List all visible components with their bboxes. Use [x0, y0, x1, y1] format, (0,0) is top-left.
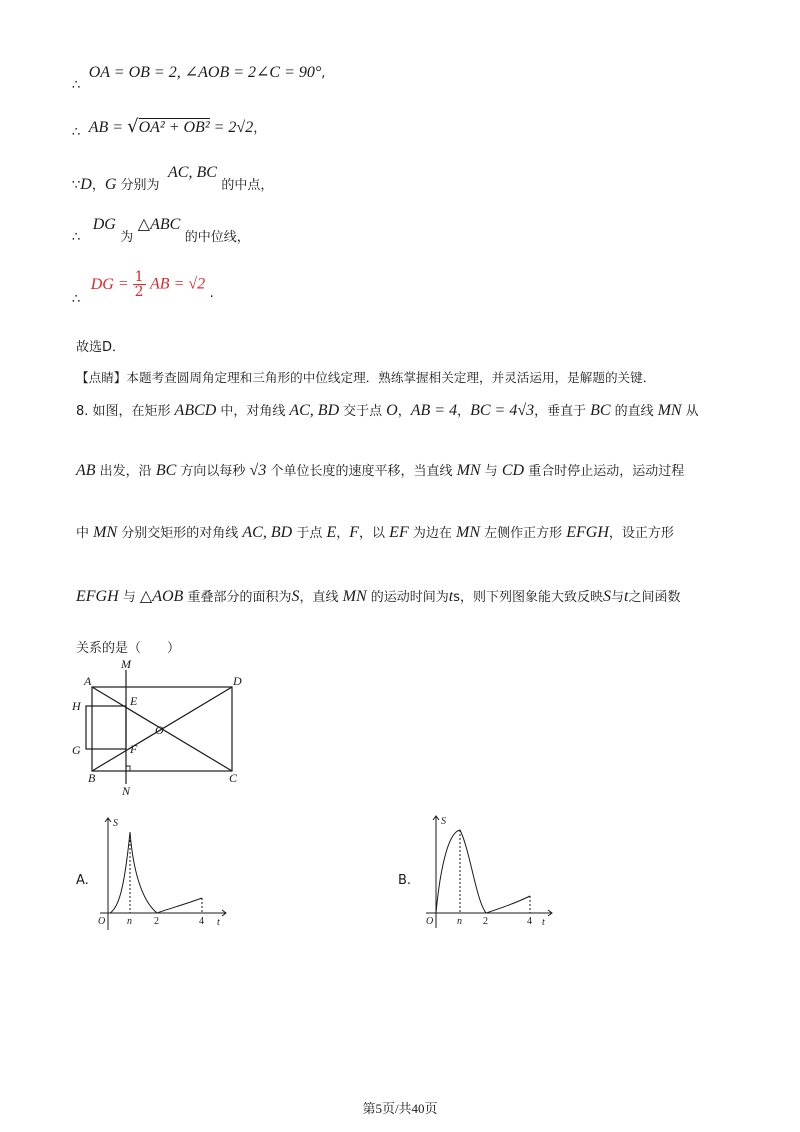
label-d: D — [233, 674, 242, 688]
option-b-graph[interactable] — [418, 810, 558, 930]
svg-text:t: t — [217, 917, 220, 928]
solution-line-2: ∴ AB = √OA² + OB² = 2√2， — [72, 116, 267, 140]
solution-line-1: ∴ OA = OB = 2, ∠AOB = 2∠C = 90°, — [72, 64, 326, 93]
solution-line-4: ∴ DG 为 △ABC 的中位线， — [72, 216, 250, 245]
label-n: N — [122, 784, 131, 798]
question-line-3: 中 MN 分别交矩形的对角线 AC, BD 于点 E，F，以 EF 为边在 MN 左侧作正方形 EFGH，设正方形 — [76, 524, 674, 541]
label-o: O — [155, 723, 164, 737]
label-a: A — [84, 674, 92, 688]
note-text: 【点睛】本题考查圆周角定理和三角形的中位线定理．熟练掌握相关定理，并灵活运用，是解题的关键． — [76, 370, 656, 385]
question-line-5: 关系的是（ ） — [76, 641, 181, 656]
label-e: E — [130, 694, 138, 708]
label-b: B — [88, 771, 96, 785]
solution-line-5: ∴ DG = 1 2 AB = √2 . — [72, 269, 214, 307]
label-c: C — [229, 771, 238, 785]
svg-text:S: S — [113, 818, 118, 829]
label-h: H — [72, 699, 81, 713]
answer-text: 故选D． — [76, 340, 126, 355]
label-f: F — [130, 742, 138, 756]
solution-line-3: ∵D，G 分别为 AC, BC 的中点， — [72, 164, 274, 193]
option-b-label[interactable]: B. — [398, 873, 412, 888]
svg-text:n: n — [457, 916, 462, 927]
question-line-2: AB 出发，沿 BC 方向以每秒 √3 个单位长度的速度平移，当直线 MN 与 CD 重合时停止运动，运动过程 — [76, 462, 685, 479]
svg-text:2: 2 — [483, 916, 488, 927]
rectangle-figure — [66, 658, 256, 798]
svg-text:n: n — [127, 916, 132, 927]
svg-text:4: 4 — [527, 916, 532, 927]
option-a-label[interactable]: A. — [76, 873, 89, 888]
label-m: M — [121, 658, 131, 671]
svg-text:2: 2 — [154, 916, 159, 927]
question-line-4: EFGH 与 △AOB 重叠部分的面积为S，直线 MN 的运动时间为ts，则下列图象能大致反映S与t之间函数 — [76, 588, 681, 605]
svg-text:4: 4 — [199, 916, 204, 927]
question-line-1: 8. 如图，在矩形 ABCD 中，对角线 AC, BD 交于点 O，AB = 4，BC = 4√3，垂直于 BC 的直线 MN 从 — [76, 402, 699, 419]
option-a-graph[interactable] — [90, 812, 230, 932]
label-g: G — [72, 743, 81, 757]
svg-text:S: S — [441, 816, 446, 827]
svg-text:O: O — [98, 916, 106, 927]
page-footer: 第5页/共40页 — [362, 1101, 438, 1116]
svg-text:O: O — [426, 916, 434, 927]
svg-text:t: t — [542, 917, 545, 928]
